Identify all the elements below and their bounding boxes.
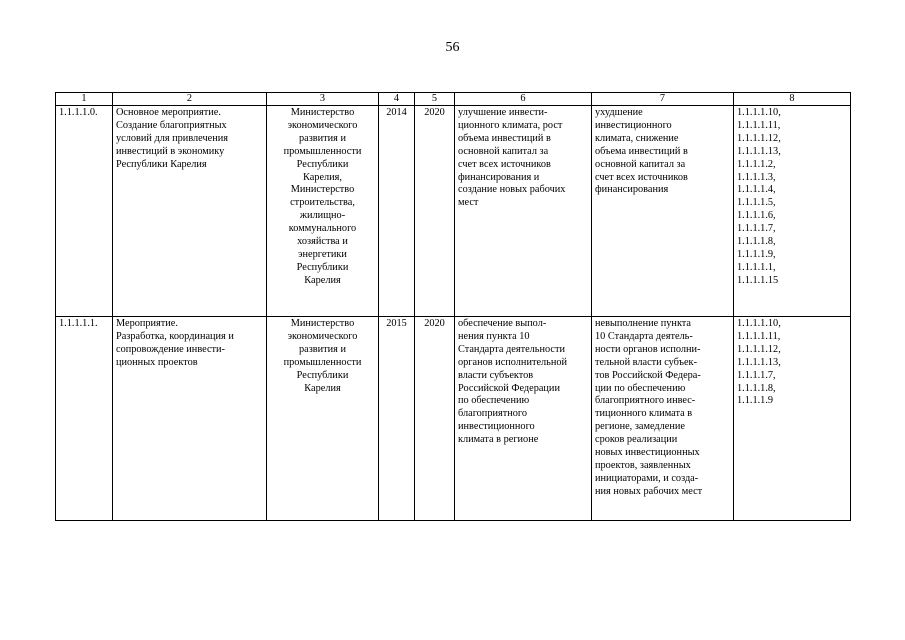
header-cell: 7 <box>592 93 734 106</box>
consequences-cell: невыполнение пункта 10 Стандарта деятель- ности органов исполни- тельной власти субъек- тов Российской Федера- ции по обеспечению благоприятного инвес- тиционного климата в регионе, замедление сроков реализации новых инвестиционных проектов, заявленных инициаторами, и созда- ния новых рабочих мест <box>592 317 734 521</box>
header-cell: 4 <box>379 93 415 106</box>
page-number: 56 <box>445 40 460 55</box>
header-cell: 6 <box>455 93 592 106</box>
indicators-cell: 1.1.1.1.10, 1.1.1.1.11, 1.1.1.1.12, 1.1.1.1.13, 1.1.1.1.7, 1.1.1.1.8, 1.1.1.1.9 <box>734 317 851 521</box>
executor-cell: Министерство экономического развития и промышленности Республики Карелия <box>267 317 379 521</box>
expected-result-cell: обеспечение выпол- нения пункта 10 Стандарта деятельности органов исполнительной власти субъектов Российской Федерации по обеспечению благоприятного инвестиционного климата в регионе <box>455 317 592 521</box>
header-cell: 8 <box>734 93 851 106</box>
consequences-cell: ухудшение инвестиционного климата, снижение объема инвестиций в основной капитал за счет всех источников финансирования <box>592 106 734 317</box>
code-cell: 1.1.1.1.1. <box>56 317 113 521</box>
start-year-cell: 2014 <box>379 106 415 317</box>
table-row <box>56 106 851 317</box>
header-cell: 2 <box>113 93 267 106</box>
executor-cell: Министерство экономического развития и промышленности Республики Карелия, Министерство строительства, жилищно- коммунального хозяйства и энергетики Республики Карелия <box>267 106 379 317</box>
header-cell: 3 <box>267 93 379 106</box>
activity-name-cell: Основное мероприятие. Создание благоприятных условий для привлечения инвестиций в экономику Республики Карелия <box>113 106 267 317</box>
table-row <box>56 317 851 521</box>
activity-name-cell: Мероприятие. Разработка, координация и сопровождение инвести- ционных проектов <box>113 317 267 521</box>
indicators-cell: 1.1.1.1.10, 1.1.1.1.11, 1.1.1.1.12, 1.1.1.1.13, 1.1.1.1.2, 1.1.1.1.3, 1.1.1.1.4, 1.1.1.1.5, 1.1.1.1.6, 1.1.1.1.7, 1.1.1.1.8, 1.1.1.1.9, 1.1.1.1.1, 1.1.1.1.15 <box>734 106 851 317</box>
end-year-cell: 2020 <box>415 106 455 317</box>
program-activities-table <box>55 92 851 521</box>
expected-result-cell: улучшение инвести- ционного климата, рост объема инвестиций в основной капитал за счет всех источников финансирования и создание новых рабочих мест <box>455 106 592 317</box>
header-cell: 5 <box>415 93 455 106</box>
table-header-row <box>56 93 851 106</box>
header-cell: 1 <box>56 93 113 106</box>
end-year-cell: 2020 <box>415 317 455 521</box>
code-cell: 1.1.1.1.0. <box>56 106 113 317</box>
start-year-cell: 2015 <box>379 317 415 521</box>
